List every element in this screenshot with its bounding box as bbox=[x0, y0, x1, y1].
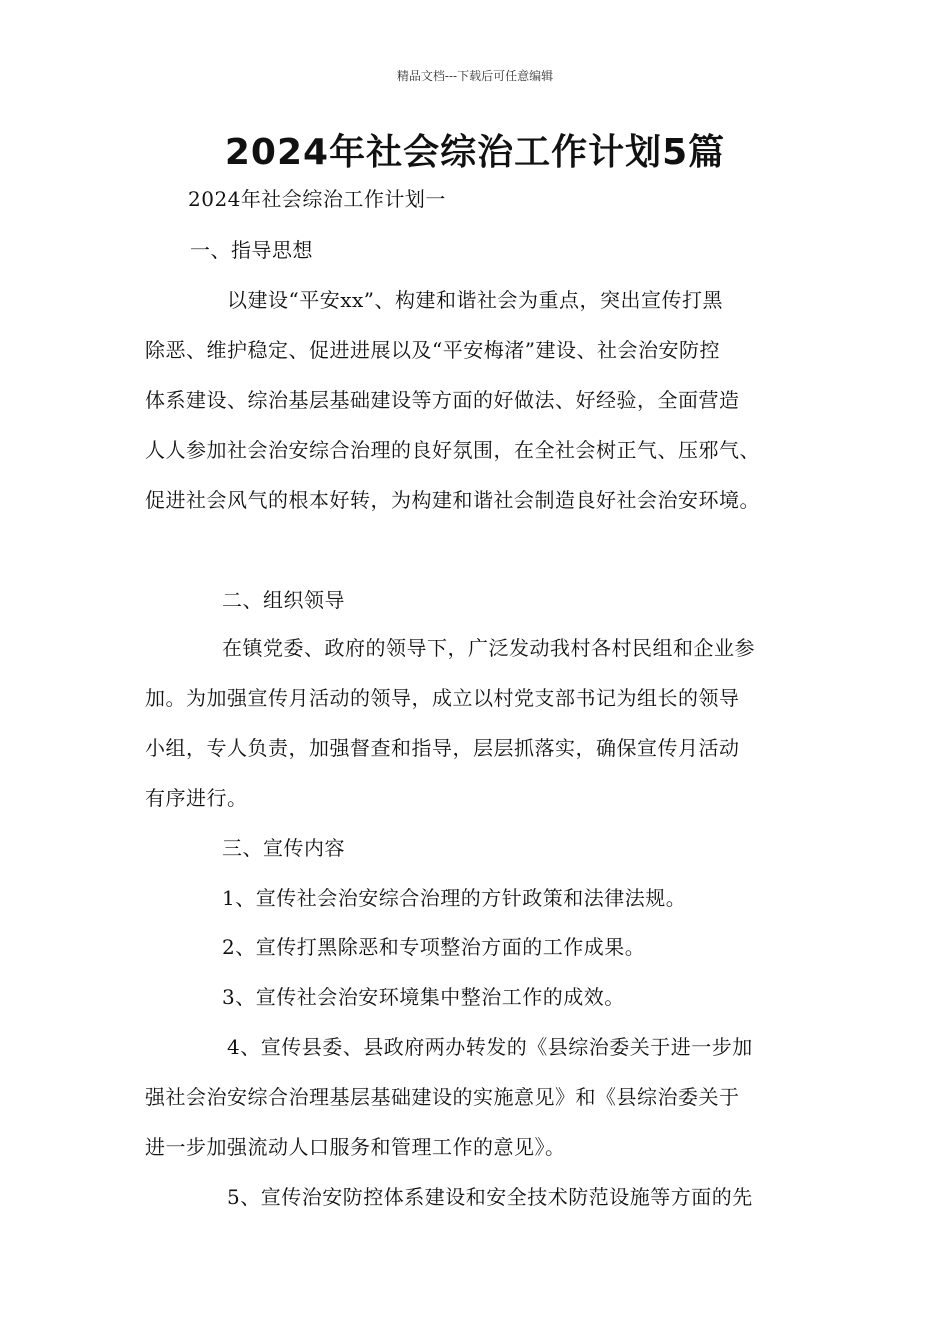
paragraph-line: 促进社会风气的根本好转，为构建和谐社会制造良好社会治安环境。 bbox=[145, 488, 760, 512]
list-item: 5、宣传治安防控体系建设和安全技术防范设施等方面的先 bbox=[227, 1185, 753, 1209]
document-title: 2024年社会综治工作计划5篇 bbox=[224, 132, 726, 173]
section-heading-organization: 二、组织领导 bbox=[222, 588, 345, 612]
paragraph-line: 除恶、维护稳定、促进进展以及“平安梅渚”建设、社会治安防控 bbox=[145, 338, 720, 362]
paragraph-line: 小组，专人负责，加强督查和指导，层层抓落实，确保宣传月活动 bbox=[145, 736, 740, 760]
section-heading-guiding-ideology: 一、指导思想 bbox=[190, 238, 313, 262]
paragraph-line: 加。为加强宣传月活动的领导，成立以村党支部书记为组长的领导 bbox=[145, 686, 740, 710]
paragraph-line: 人人参加社会治安综合治理的良好氛围，在全社会树正气、压邪气、 bbox=[145, 438, 760, 462]
section-heading-publicity-content: 三、宣传内容 bbox=[222, 836, 345, 860]
list-item: 1、宣传社会治安综合治理的方针政策和法律法规。 bbox=[222, 886, 687, 910]
paragraph-line: 有序进行。 bbox=[145, 786, 248, 810]
paragraph-line: 以建设“平安xx”、构建和谐社会为重点，突出宣传打黑 bbox=[227, 288, 724, 312]
header-watermark: 精品文档---下载后可任意编辑 bbox=[396, 69, 554, 83]
list-item: 4、宣传县委、县政府两办转发的《县综治委关于进一步加 bbox=[227, 1035, 753, 1059]
list-item: 2、宣传打黑除恶和专项整治方面的工作成果。 bbox=[222, 935, 646, 959]
list-item-continuation: 进一步加强流动人口服务和管理工作的意见》。 bbox=[145, 1135, 566, 1159]
paragraph-line: 体系建设、综治基层基础建设等方面的好做法、好经验，全面营造 bbox=[145, 388, 740, 412]
paragraph-line: 在镇党委、政府的领导下，广泛发动我村各村民组和企业参 bbox=[222, 636, 755, 660]
list-item-continuation: 强社会治安综合治理基层基础建设的实施意见》和《县综治委关于 bbox=[145, 1085, 740, 1109]
document-subtitle: 2024年社会综治工作计划一 bbox=[188, 187, 446, 211]
list-item: 3、宣传社会治安环境集中整治工作的成效。 bbox=[222, 985, 625, 1009]
